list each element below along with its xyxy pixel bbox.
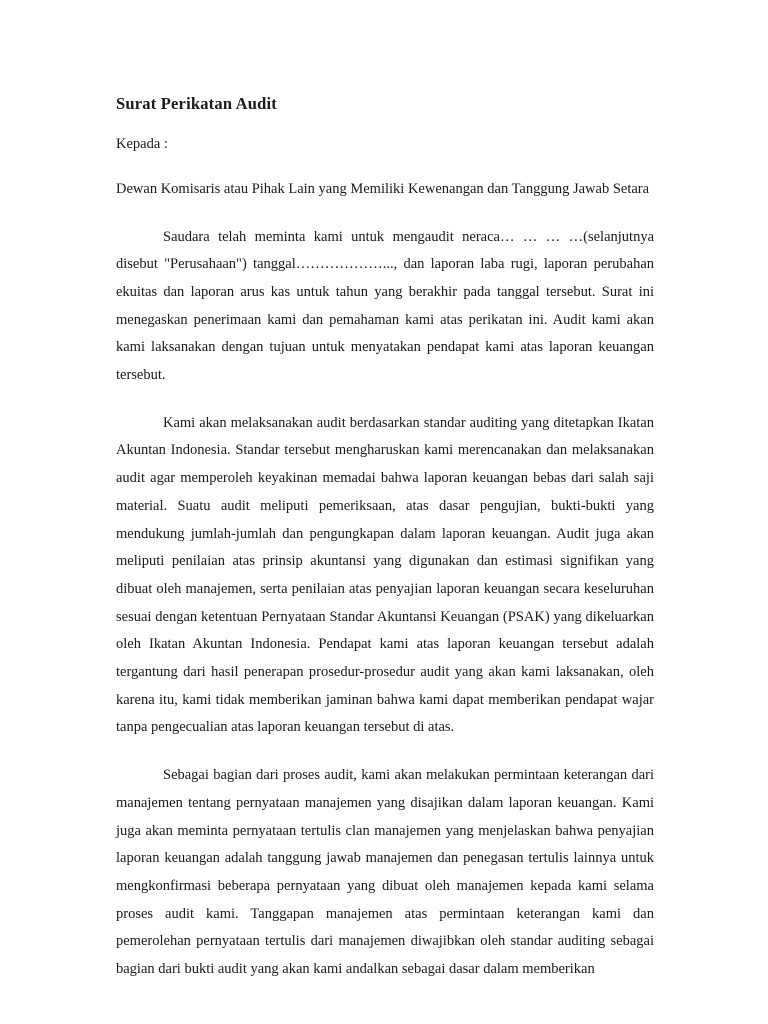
document-title: Surat Perikatan Audit	[116, 94, 277, 113]
salutation: Kepada :	[116, 136, 168, 152]
paragraph-audit-standards: Kami akan melaksanakan audit berdasarkan standar auditing yang ditetapkan Ikatan Akuntan Indonesia. Standar tersebut mengharuskan kami merencanakan dan melaksanakan audit agar memperoleh keyakinan memadai bahwa laporan keuangan bebas dari salah saji material. Suatu audit meliputi pemeriksaan, atas dasar pengujian, bukti-bukti yang mendukung jumlah-jumlah dan pengungkapan dalam laporan keuangan. Audit juga akan meliputi penilaian atas prinsip akuntansi yang digunakan dan estimasi signifikan yang dibuat oleh manajemen, serta penilaian atas penyajian laporan keuangan secara keseluruhan sesuai dengan ketentuan Pernyataan Standar Akuntansi Keuangan (PSAK) yang dikeluarkan oleh Ikatan Akuntan Indonesia. Pendapat kami atas laporan keuangan tersebut adalah tergantung dari hasil penerapan prosedur-prosedur audit yang akan kami laksanakan, oleh karena itu, kami tidak memberikan jaminan bahwa kami dapat memberikan pendapat wajar tanpa pengecualian atas laporan keuangan tersebut di atas.	[116, 414, 654, 736]
paragraph-management-representation: Sebagai bagian dari proses audit, kami akan melakukan permintaan keterangan dari manajemen tentang pernyataan manajemen yang disajikan dalam laporan keuangan. Kami juga akan meminta pernyataan tertulis clan manajemen yang menjelaskan bahwa penyajian laporan keuangan adalah tanggung jawab manajemen dan penegasan tertulis lainnya untuk mengkonfirmasi beberapa pernyataan yang dibuat oleh manajemen kepada kami selama proses audit kami. Tanggapan manajemen atas permintaan keterangan kami dan pemerolehan pernyataan tertulis dari manajemen diwajibkan oleh standar auditing sebagai bagian dari bukti audit yang akan kami andalkan sebagai dasar dalam memberikan	[116, 767, 654, 978]
paragraph-engagement: Saudara telah meminta kami untuk mengaudit neraca… … … …(selanjutnya disebut "Perusahaan") tanggal………………..., dan laporan laba rugi, laporan perubahan ekuitas dan laporan arus kas untuk tahun yang berakhir pada tanggal tersebut. Surat ini menegaskan penerimaan kami dan pemahaman kami atas perikatan ini. Audit kami akan kami laksanakan dengan tujuan untuk menyatakan pendapat kami atas laporan keuangan tersebut.	[116, 228, 654, 384]
recipient-line: Dewan Komisaris atau Pihak Lain yang Memiliki Kewenangan dan Tanggung Jawab Setara	[116, 181, 650, 197]
document-body	[116, 92, 654, 984]
